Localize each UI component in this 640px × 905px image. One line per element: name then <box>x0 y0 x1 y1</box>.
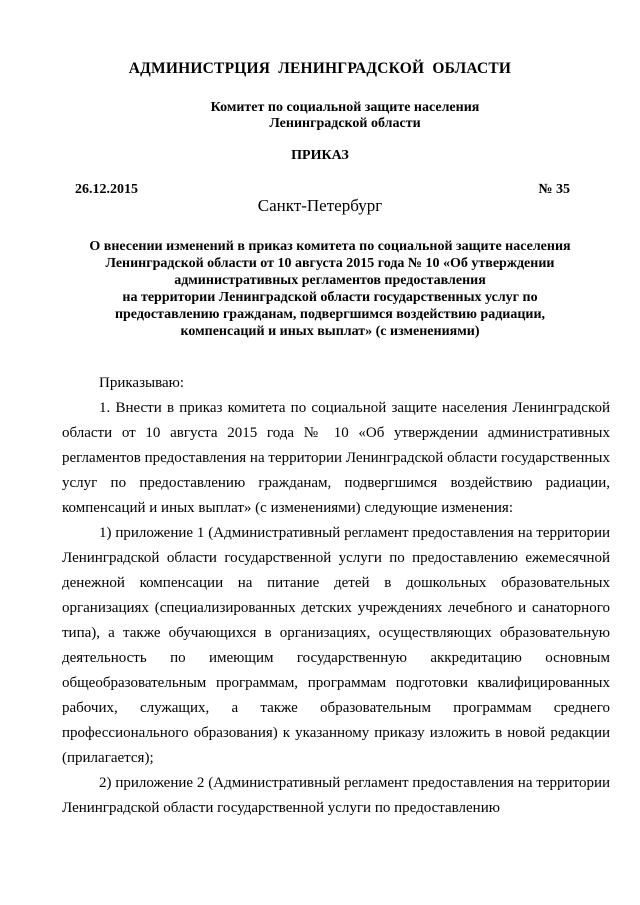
body-paragraph-3: 2) приложение 2 (Административный регламент предоставления на территории Ленинградской области государственной услуги по предоставлению <box>62 775 610 816</box>
order-city: Санкт-Петербург <box>257 196 383 215</box>
heading-line: О внесении изменений в приказ комитета по социальной защите населения <box>89 239 571 254</box>
order-number: № 35 <box>538 182 570 197</box>
administration-title: АДМИНИСТРЦИЯ ЛЕНИНГРАДСКОЙ ОБЛАСТИ <box>128 60 512 77</box>
order-body <box>62 371 610 821</box>
document-type: ПРИКАЗ <box>291 148 349 163</box>
committee-line-2: Ленинградской области <box>269 116 421 131</box>
order-date: 26.12.2015 <box>75 182 138 197</box>
body-paragraph-2: 1) приложение 1 (Административный регламент предоставления на территории Ленинградской области государственной услуги по предоставлению ежемесячной денежной компенсации на питание детей в дошкольных образовательных организациях (специализированных детских учреждениях лечебного и санаторного типа), а также обучающихся в организациях, осуществляющих образовательную деятельность по имеющим государственную аккредитацию основным общеобразовательным программам, программам подготовки квалифицированных рабочих, служащих, а также образовательным программам среднего профессионального образования) к указанному приказу изложить в новой редакции (прилагается); <box>62 525 610 766</box>
committee-name <box>150 100 540 132</box>
heading-line: предоставлению гражданам, подвергшимся воздействию радиации, <box>114 307 546 322</box>
heading-line: административных регламентов предоставления <box>174 273 486 288</box>
heading-line: Ленинградской области от 10 августа 2015 года № 10 «Об утверждении <box>105 256 555 271</box>
order-intro: Приказываю: <box>99 375 184 391</box>
heading-line: компенсаций и иных выплат» (с изменениями) <box>180 324 480 339</box>
heading-line: на территории Ленинградской области государственных услуг по <box>122 290 538 305</box>
order-heading <box>70 238 590 340</box>
body-paragraph-1: 1. Внести в приказ комитета по социальной защите населения Ленинградской области от 10 августа 2015 года № 10 «Об утверждении административных регламентов предоставления на территории Ленинградской области государственных услуг по предоставлению гражданам, подвергшимся воздействию радиации, компенсаций и иных выплат» (с изменениями) следующие изменения: <box>62 400 610 516</box>
committee-line-1: Комитет по социальной защите населения <box>210 100 480 115</box>
